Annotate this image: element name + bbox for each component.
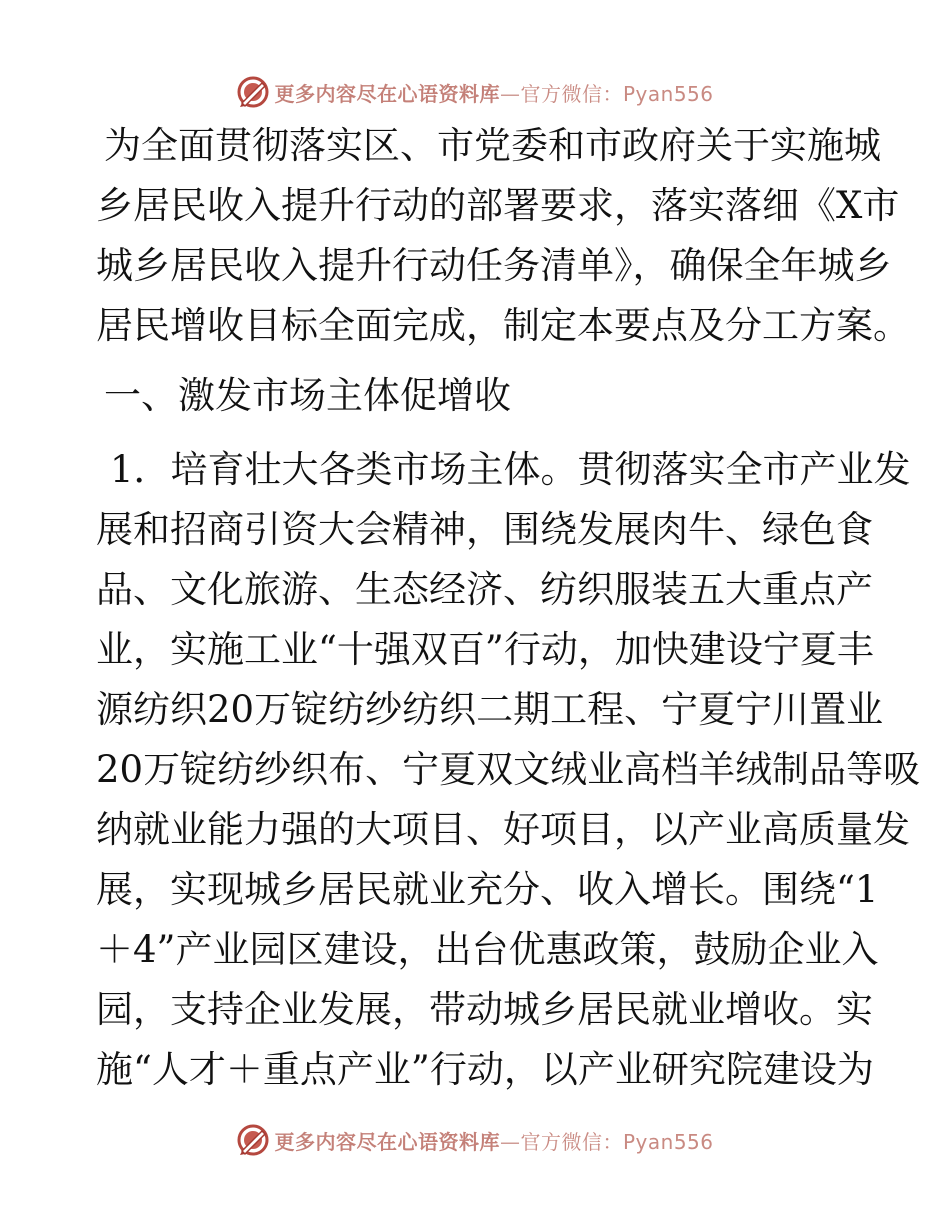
item1-line-4: 业，实施工业“十强双百”行动，加快建设宁夏丰: [96, 628, 874, 671]
item1-line-2: 展和招商引资大会精神，围绕发展肉牛、绿色食: [96, 508, 873, 551]
item1-line-11: 施“人才＋重点产业”行动，以产业研究院建设为: [96, 1048, 874, 1091]
item1-line-5: 源纺织20万锭纺纱纺织二期工程、宁夏宁川置业: [96, 688, 884, 731]
item1-line-6: 20万锭纺纱织布、宁夏双文绒业高档羊绒制品等吸: [96, 748, 921, 791]
watermark-id: Pyan556: [622, 1129, 714, 1154]
pen-logo-icon: [236, 75, 270, 109]
intro-line-3: 城乡居民收入提升行动任务清单》，确保全年城乡: [96, 244, 892, 287]
watermark-text: [274, 78, 713, 107]
watermark-id: Pyan556: [622, 81, 714, 106]
watermark-header: [0, 72, 950, 112]
pen-logo-icon: [236, 1123, 270, 1157]
watermark-brand: 更多内容尽在心语资料库: [274, 1129, 500, 1154]
watermark-text: [274, 1126, 713, 1155]
item1-line-7: 纳就业能力强的大项目、好项目，以产业高质量发: [96, 808, 910, 851]
watermark-dash: —: [499, 1129, 521, 1154]
watermark-footer: [0, 1120, 950, 1160]
item1-line-10: 园，支持企业发展，带动城乡居民就业增收。实: [96, 988, 873, 1031]
watermark-channel: 官方微信：: [520, 81, 623, 106]
watermark-channel: 官方微信：: [520, 1129, 623, 1154]
item1-line-1: 1．培育壮大各类市场主体。贯彻落实全市产业发: [110, 448, 911, 491]
watermark-brand: 更多内容尽在心语资料库: [274, 81, 500, 106]
item1-line-9: ＋4”产业园区建设，出台优惠政策，鼓励企业入: [96, 928, 879, 971]
section-heading: 一、激发市场主体促增收: [104, 374, 511, 417]
watermark-dash: —: [499, 81, 521, 106]
item1-line-8: 展，实现城乡居民就业充分、收入增长。围绕“1: [96, 868, 879, 911]
intro-line-4: 居民增收目标全面完成，制定本要点及分工方案。: [96, 304, 910, 347]
item1-line-3: 品、文化旅游、生态经济、纺织服装五大重点产: [96, 568, 873, 611]
intro-line-1: 为全面贯彻落实区、市党委和市政府关于实施城: [104, 124, 881, 167]
intro-line-2: 乡居民收入提升行动的部署要求，落实落细《X市: [96, 184, 900, 227]
